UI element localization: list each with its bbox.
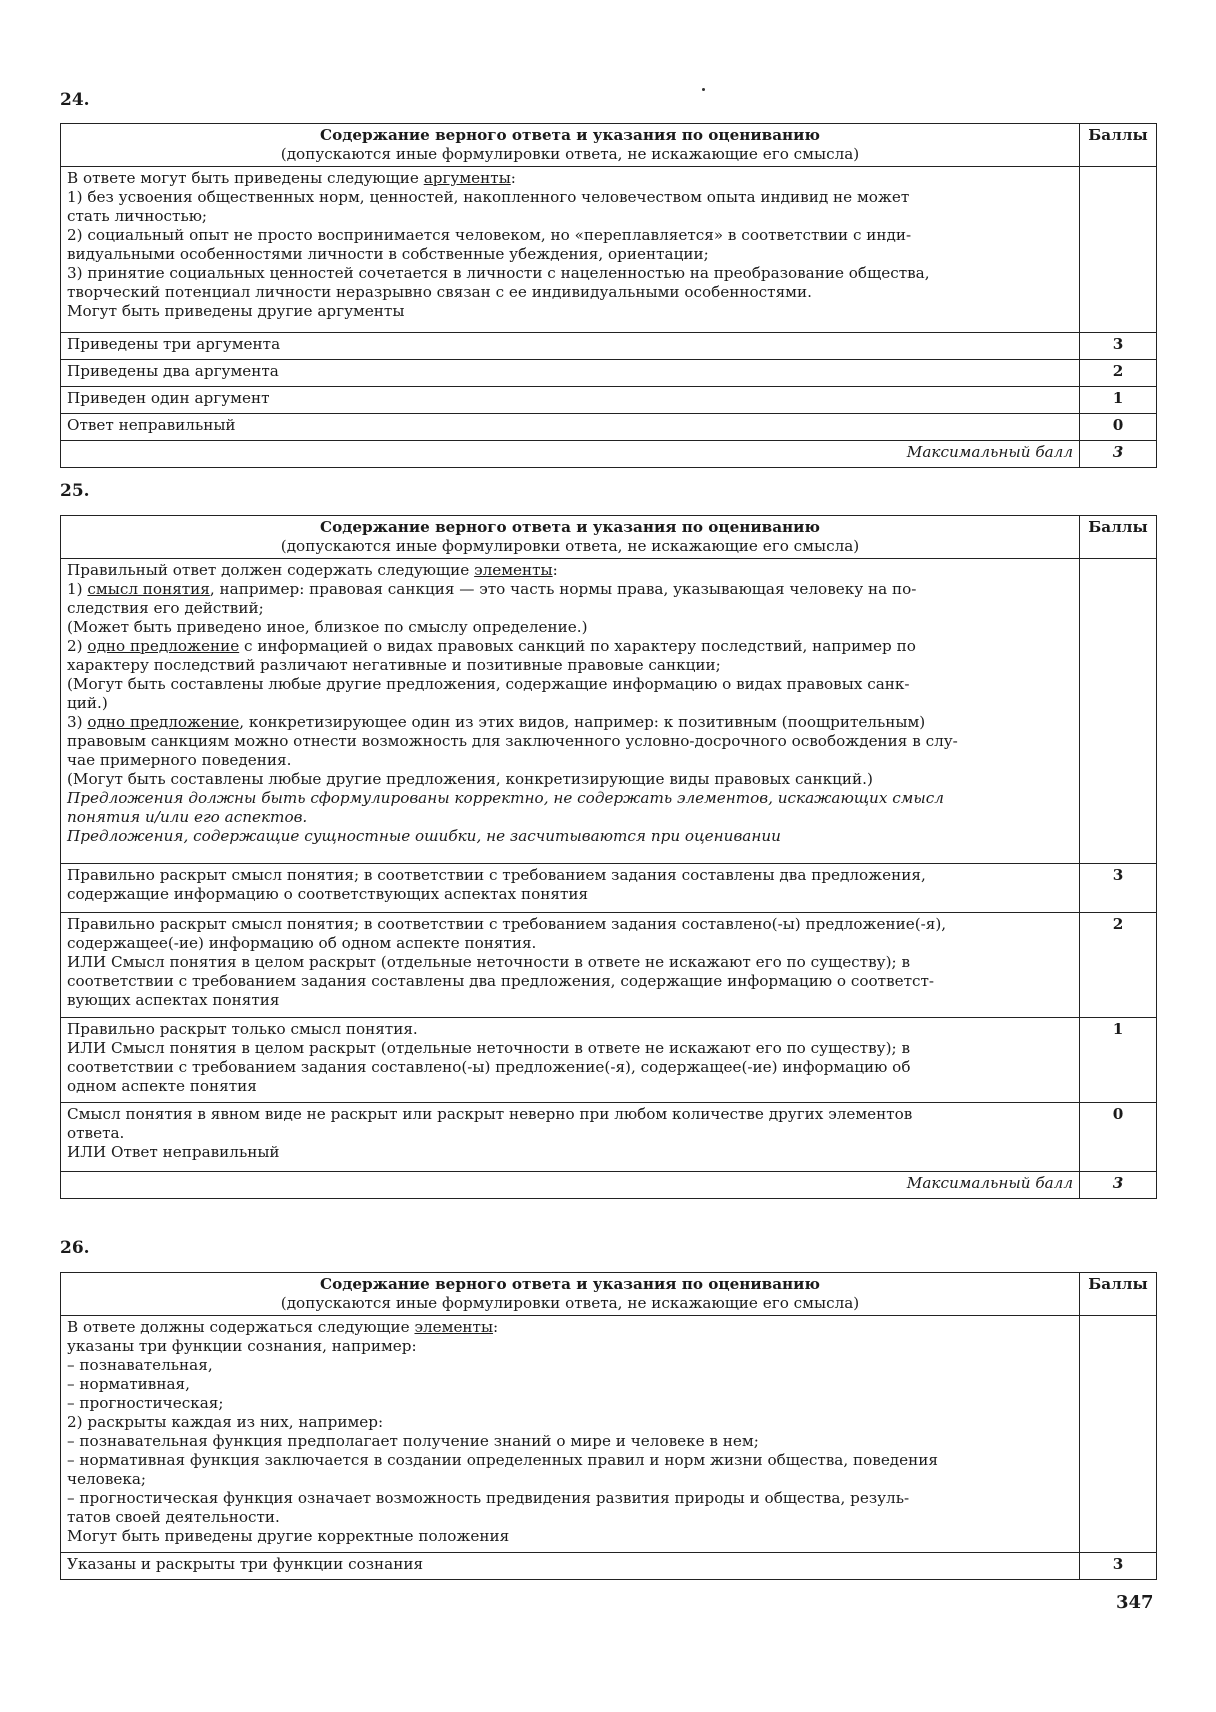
q26-line: – нормативная, bbox=[67, 1375, 190, 1393]
q25-score-1-line: соответствии с требованием задания составлено(-ы) предложение(-я), содержащее(-ие) информацию об bbox=[67, 1058, 911, 1076]
q24-line: 1) без усвоения общественных норм, ценностей, накопленного человечеством опыта индивид не может bbox=[67, 188, 910, 206]
q26-content-row bbox=[61, 1316, 1157, 1553]
q25-note-2-cont: ций.) bbox=[67, 694, 108, 712]
q26-line: – прогностическая; bbox=[67, 1394, 224, 1412]
q25-header-subtitle: (допускаются иные формулировки ответа, не искажающие его смысла) bbox=[280, 537, 860, 555]
q24-score-text: Приведены два аргумента bbox=[61, 360, 1080, 387]
q26-intro-underlined: элементы bbox=[414, 1318, 494, 1336]
q24-score-points: 2 bbox=[1080, 360, 1157, 387]
q25-score-row-0 bbox=[61, 1103, 1157, 1172]
q25-max-label: Максимальный балл bbox=[61, 1172, 1080, 1199]
q25-item-2 bbox=[67, 637, 1073, 656]
q24-line: 2) социальный опыт не просто воспринимается человеком, но «переплавляется» в соответствии с инди- bbox=[67, 226, 912, 244]
q25-intro-underlined: элементы bbox=[474, 561, 553, 579]
question-25-number: 25. bbox=[60, 481, 90, 501]
q25-item-1 bbox=[67, 580, 1073, 599]
q25-header-title: Содержание верного ответа и указания по оцениванию bbox=[319, 518, 820, 536]
q25-score-2-line: содержащее(-ие) информацию об одном аспекте понятия. bbox=[67, 934, 537, 952]
q24-grading-table bbox=[60, 123, 1157, 468]
q25-item-1-cont: следствия его действий; bbox=[67, 599, 264, 617]
q25-note-1: (Может быть приведено иное, близкое по смыслу определение.) bbox=[67, 618, 588, 636]
q24-line: Могут быть приведены другие аргументы bbox=[67, 302, 405, 320]
q26-line: – познавательная функция предполагает получение знаний о мире и человеке в нем; bbox=[67, 1432, 759, 1450]
question-26-number: 26. bbox=[60, 1238, 90, 1258]
q24-max-points: 3 bbox=[1080, 441, 1157, 468]
q25-score-2-line: Правильно раскрыт смысл понятия; в соответствии с требованием задания составлено(-ы) предложение(-я), bbox=[67, 915, 947, 933]
q26-line: указаны три функции сознания, например: bbox=[67, 1337, 417, 1355]
q25-italic-note: Предложения должны быть сформулированы корректно, не содержать элементов, искажающих смысл bbox=[67, 789, 944, 807]
q25-score-3-line: содержащие информацию о соответствующих аспектах понятия bbox=[67, 885, 589, 903]
q24-score-points: 1 bbox=[1080, 387, 1157, 414]
q25-score-3-line: Правильно раскрыт смысл понятия; в соответствии с требованием задания составлены два предложения, bbox=[67, 866, 926, 884]
q26-score-points: 3 bbox=[1080, 1553, 1157, 1580]
q25-intro bbox=[67, 561, 1073, 580]
q25-points-header: Баллы bbox=[1080, 516, 1157, 559]
q25-grading-table bbox=[60, 515, 1157, 1199]
q25-max-points: 3 bbox=[1080, 1172, 1157, 1199]
q25-note-2: (Могут быть составлены любые другие предложения, содержащие информацию о видах правовых санк- bbox=[67, 675, 910, 693]
q25-score-1-points: 1 bbox=[1080, 1018, 1157, 1103]
q25-score-0-line: ответа. bbox=[67, 1124, 125, 1142]
q25-italic-note: Предложения, содержащие сущностные ошибки, не засчитываются при оценивании bbox=[67, 827, 781, 845]
q25-item-3-cont: правовым санкциям можно отнести возможность для заключенного условно-досрочного освобождения в слу- bbox=[67, 732, 958, 750]
q25-item-1-text: , например: правовая санкция — это часть нормы права, указывающая человеку на по- bbox=[209, 580, 917, 598]
speck bbox=[702, 88, 705, 91]
q24-max-label: Максимальный балл bbox=[61, 441, 1080, 468]
q25-item-3-cont: чае примерного поведения. bbox=[67, 751, 292, 769]
q26-intro bbox=[67, 1318, 1073, 1337]
q25-item-3-text: , конкретизирующее один из этих видов, например: к позитивным (поощрительным) bbox=[239, 713, 926, 731]
q26-header-title: Содержание верного ответа и указания по оцениванию bbox=[319, 1275, 820, 1293]
q24-max-row bbox=[61, 441, 1157, 468]
q26-line: – нормативная функция заключается в создании определенных правил и норм жизни общества, поведения bbox=[67, 1451, 938, 1469]
q24-line: 3) принятие социальных ценностей сочетается в личности с нацеленностью на преобразование общества, bbox=[67, 264, 930, 282]
q24-intro-text: В ответе могут быть приведены следующие bbox=[67, 169, 424, 187]
q24-line: стать личностью; bbox=[67, 207, 208, 225]
q25-score-1-line: Правильно раскрыт только смысл понятия. bbox=[67, 1020, 418, 1038]
q25-score-0-points: 0 bbox=[1080, 1103, 1157, 1172]
q25-score-3-points: 3 bbox=[1080, 864, 1157, 913]
q24-intro-underlined: аргументы bbox=[423, 169, 511, 187]
q25-score-1-line: ИЛИ Смысл понятия в целом раскрыт (отдельные неточности в ответе не искажают его по существу); в bbox=[67, 1039, 910, 1057]
q24-score-text: Ответ неправильный bbox=[61, 414, 1080, 441]
q26-line: – познавательная, bbox=[67, 1356, 213, 1374]
q25-score-2-points: 2 bbox=[1080, 913, 1157, 1018]
q25-score-1-line: одном аспекте понятия bbox=[67, 1077, 257, 1095]
question-24-number: 24. bbox=[60, 90, 90, 110]
q24-score-row bbox=[61, 387, 1157, 414]
q26-line: 2) раскрыты каждая из них, например: bbox=[67, 1413, 384, 1431]
q25-intro-text: Правильный ответ должен содержать следующие bbox=[67, 561, 475, 579]
q26-intro-text: В ответе должны содержаться следующие bbox=[67, 1318, 415, 1336]
q25-item-1-num: 1) bbox=[67, 580, 88, 598]
q26-score-row bbox=[61, 1553, 1157, 1580]
q26-line: человека; bbox=[67, 1470, 147, 1488]
q25-item-3 bbox=[67, 713, 1073, 732]
q24-line: творческий потенциал личности неразрывно связан с ее индивидуальными особенностями. bbox=[67, 283, 812, 301]
q24-content-row bbox=[61, 167, 1157, 333]
q25-item-3-num: 3) bbox=[67, 713, 88, 731]
q26-line: татов своей деятельности. bbox=[67, 1508, 280, 1526]
q25-item-2-underlined: одно предложение bbox=[87, 637, 240, 655]
q25-score-2-line: соответствии с требованием задания составлены два предложения, содержащие информацию о соответст- bbox=[67, 972, 935, 990]
q24-score-row bbox=[61, 414, 1157, 441]
q24-score-text: Приведен один аргумент bbox=[61, 387, 1080, 414]
q25-score-0-line: ИЛИ Ответ неправильный bbox=[67, 1143, 280, 1161]
q25-item-1-underlined: смысл понятия bbox=[87, 580, 210, 598]
q24-score-points: 0 bbox=[1080, 414, 1157, 441]
q25-score-0-line: Смысл понятия в явном виде не раскрыт или раскрыт неверно при любом количестве других элементов bbox=[67, 1105, 913, 1123]
q25-item-3-underlined: одно предложение bbox=[87, 713, 240, 731]
q26-line: – прогностическая функция означает возможность предвидения развития природы и общества, резуль- bbox=[67, 1489, 910, 1507]
q25-note-3: (Могут быть составлены любые другие предложения, конкретизирующие виды правовых санкций.) bbox=[67, 770, 873, 788]
q24-intro-colon: : bbox=[510, 169, 516, 187]
q25-score-row-3 bbox=[61, 864, 1157, 913]
q24-score-row bbox=[61, 333, 1157, 360]
q24-score-points: 3 bbox=[1080, 333, 1157, 360]
q25-content-row bbox=[61, 559, 1157, 864]
q25-score-2-line: ИЛИ Смысл понятия в целом раскрыт (отдельные неточности в ответе не искажают его по существу); в bbox=[67, 953, 910, 971]
q26-intro-colon: : bbox=[493, 1318, 499, 1336]
q24-header-title: Содержание верного ответа и указания по оцениванию bbox=[319, 126, 820, 144]
q26-grading-table bbox=[60, 1272, 1157, 1580]
q25-score-row-2 bbox=[61, 913, 1157, 1018]
q24-score-row bbox=[61, 360, 1157, 387]
q25-item-2-text: с информацией о видах правовых санкций по характеру последствий, например по bbox=[239, 637, 916, 655]
q24-intro bbox=[67, 169, 1073, 188]
q26-line: Могут быть приведены другие корректные положения bbox=[67, 1527, 510, 1545]
q26-score-text: Указаны и раскрыты три функции сознания bbox=[61, 1553, 1080, 1580]
q24-header-row bbox=[61, 124, 1157, 167]
page-number: 347 bbox=[1116, 1592, 1154, 1613]
q25-score-2-line: вующих аспектах понятия bbox=[67, 991, 280, 1009]
q26-header-subtitle: (допускаются иные формулировки ответа, не искажающие его смысла) bbox=[280, 1294, 860, 1312]
q26-points-header: Баллы bbox=[1080, 1273, 1157, 1316]
q25-score-row-1 bbox=[61, 1018, 1157, 1103]
q25-item-2-cont: характеру последствий различают негативные и позитивные правовые санкции; bbox=[67, 656, 721, 674]
q25-item-2-num: 2) bbox=[67, 637, 88, 655]
q24-score-text: Приведены три аргумента bbox=[61, 333, 1080, 360]
q25-max-row bbox=[61, 1172, 1157, 1199]
q25-italic-note: понятия и/или его аспектов. bbox=[67, 808, 308, 826]
q25-intro-colon: : bbox=[552, 561, 558, 579]
q26-header-row bbox=[61, 1273, 1157, 1316]
q24-header-subtitle: (допускаются иные формулировки ответа, не искажающие его смысла) bbox=[280, 145, 860, 163]
q24-line: видуальными особенностями личности в собственные убеждения, ориентации; bbox=[67, 245, 709, 263]
q24-points-header: Баллы bbox=[1080, 124, 1157, 167]
q25-header-row bbox=[61, 516, 1157, 559]
